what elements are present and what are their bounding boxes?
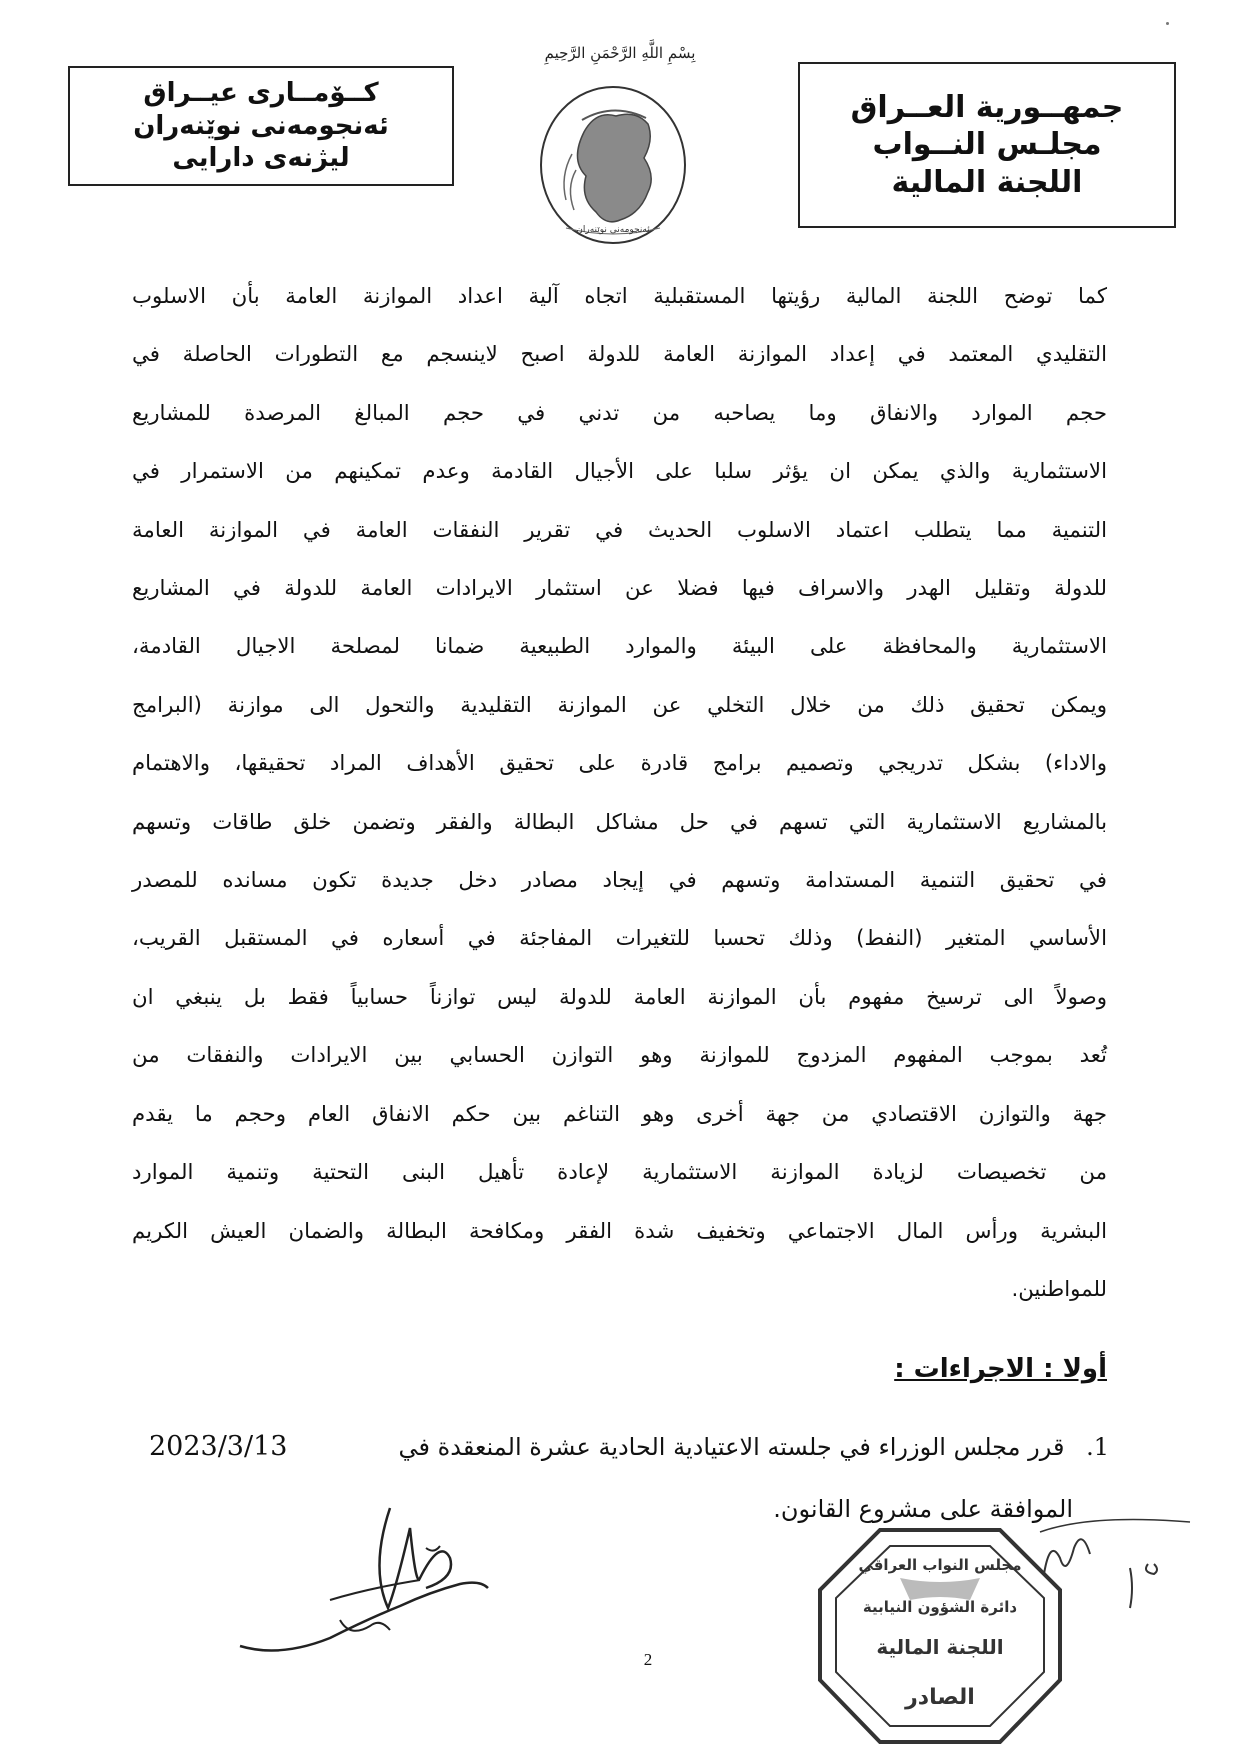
stamp-status: الصادر <box>905 1685 975 1710</box>
body-line: التنمية مما يتطلب اعتماد الاسلوب الحديث في تقرير النفقات العامة في الموازنة العامة <box>132 517 1107 543</box>
country-name-ku: كــۆمــاری عیــراق <box>143 78 379 109</box>
item-continuation: الموافقة على مشروع القانون. <box>773 1495 1073 1523</box>
body-line: التقليدي المعتمد في إعداد الموازنة العامة للدولة اصبح لاينسجم مع التطورات الحاصلة في <box>132 342 1107 368</box>
body-line: الاستثمارية والذي يمكن ان يؤثر سلبا على الأجيال القادمة وعدم تمكينهم من الاستمرار في <box>132 459 1107 485</box>
header-arabic-box <box>798 62 1176 228</box>
body-line: للمواطنين. <box>1011 1276 1107 1302</box>
page-number: 2 <box>643 1650 653 1669</box>
item-text: قرر مجلس الوزراء في جلسته الاعتيادية الحادية عشرة المنعقدة في <box>398 1433 1065 1461</box>
council-name-ar: مجلـس النــواب <box>872 127 1102 163</box>
council-name-ku: ئەنجومەنی نوێنەران <box>133 110 389 141</box>
body-line: من تخصيصات لزيادة الموازنة الاستثمارية لإعادة تأهيل البنى التحتية وتنمية الموارد <box>132 1160 1107 1186</box>
basmala: بِسْمِ اللَّهِ الرَّحْمَنِ الرَّحِيمِ <box>544 44 696 62</box>
item-date: 2023/3/13 <box>149 1431 288 1462</box>
stamp-department: دائرة الشؤون النيابية <box>862 1598 1018 1616</box>
emblem-caption: ئەنجومەنی نوێنەران <box>576 225 650 235</box>
section-heading: أولا : الاجراءات : <box>894 1354 1107 1384</box>
scan-speck <box>1166 22 1169 25</box>
stamp-outer-text: مجلس النواب العراقي <box>858 1556 1022 1574</box>
parliament-emblem <box>536 80 690 246</box>
committee-name-ar: اللجنة المالية <box>891 164 1083 200</box>
body-line: الأساسي المتغير (النفط) وذلك تحسبا للتغيرات المفاجئة في أسعاره في المستقبل القريب، <box>132 926 1107 952</box>
body-line: كما توضح اللجنة المالية رؤيتها المستقبلية اتجاه آلية اعداد الموازنة العامة بأن الاسلوب <box>132 284 1107 309</box>
country-name-ar: جمهــورية العــراق <box>850 89 1124 125</box>
body-line: جهة والتوازن الاقتصادي من جهة أخرى وهو التناغم بين حكم الانفاق العام وحجم ما يقدم <box>132 1101 1107 1127</box>
body-line: للدولة وتقليل الهدر والاسراف فيها فضلا عن استثمار الايرادات العامة للدولة في المشاريع <box>132 576 1107 602</box>
header-kurdish-box <box>68 66 454 186</box>
stamp-committee: اللجنة المالية <box>876 1635 1004 1659</box>
body-line: وصولاً الى ترسيخ مفهوم بأن الموازنة العامة للدولة ليس توازناً حسابياً فقط بل ينبغي ان <box>132 984 1107 1010</box>
signature <box>220 1488 520 1668</box>
body-line: والاداء) بشكل تدريجي وتصميم برامج قادرة على تحقيق الأهداف المراد تحقيقها، والاهتمام <box>132 751 1107 777</box>
body-line: ويمكن تحقيق ذلك من خلال التخلي عن الموازنة التقليدية والتحول الى موازنة (البرامج <box>132 692 1107 718</box>
body-line: حجم الموارد والانفاق وما يصاحبه من تدني في حجم المبالغ المرصدة للمشاريع <box>132 400 1107 426</box>
handwritten-initials <box>1030 1508 1200 1618</box>
body-line: في تحقيق التنمية المستدامة وتسهم في إيجاد مصادر دخل جديدة تكون مسانده للمصدر <box>132 868 1107 894</box>
body-line: البشرية ورأس المال الاجتماعي وتخفيف شدة الفقر ومكافحة البطالة والضمان العيش الكريم <box>132 1218 1107 1244</box>
body-line: بالمشاريع الاستثمارية التي تسهم في حل مشاكل البطالة والفقر وتضمن خلق طاقات وتسهم <box>132 809 1107 835</box>
item-number: 1. <box>1086 1433 1109 1461</box>
body-paragraph <box>132 268 1107 1319</box>
body-line: تُعد بموجب المفهوم المزدوج للموازنة وهو التوازن الحسابي بين الايرادات والنفقات من <box>132 1043 1107 1069</box>
committee-name-ku: لیژنەی دارایی <box>172 143 350 174</box>
body-line: الاستثمارية والمحافظة على البيئة والموارد الطبيعية ضمانا لمصلحة الاجيال القادمة، <box>132 634 1107 660</box>
